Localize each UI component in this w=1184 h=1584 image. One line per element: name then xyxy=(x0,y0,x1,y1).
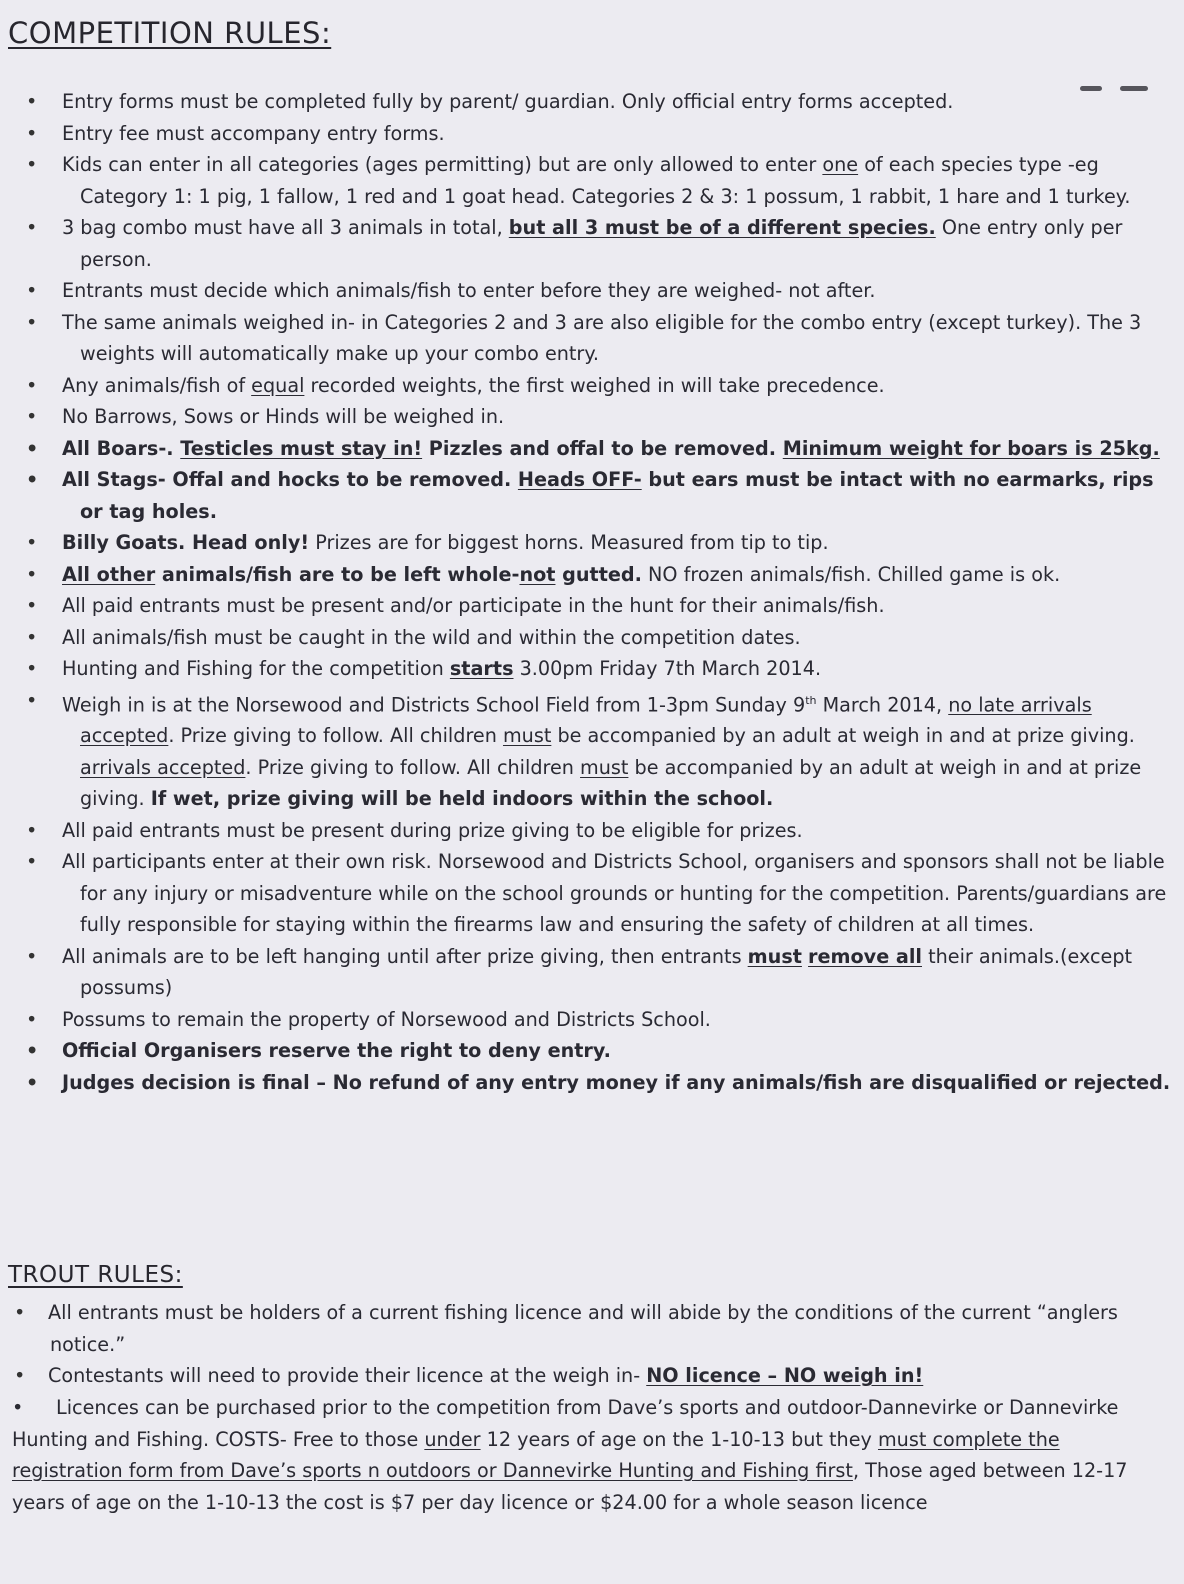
rule-text: be accompanied by an adult at weigh in and at prize giving. xyxy=(80,755,1142,811)
rule-text: be accompanied by an adult at weigh in and at prize giving. xyxy=(551,724,1135,748)
rule-item xyxy=(0,118,1184,150)
rule-text: Entrants must decide which animals/fish to enter before they are weighed- not after. xyxy=(62,279,876,302)
rule-item xyxy=(0,212,1184,275)
competition-rules-list xyxy=(0,86,1184,1098)
trout-rules-list xyxy=(0,1297,1184,1392)
rule-item xyxy=(0,401,1184,433)
rule-text: Entry fee must accompany entry forms. xyxy=(62,121,445,145)
rule-emphasis: Billy Goats. Head only! xyxy=(62,531,310,554)
rule-item xyxy=(0,685,1184,815)
rule-emphasis: Testicles must stay in! xyxy=(180,436,423,460)
rule-emphasis: starts xyxy=(449,657,514,680)
rule-item xyxy=(0,433,1184,465)
rule-text: March 2014, xyxy=(816,692,949,716)
rule-text: . Prize giving to follow. All children xyxy=(245,755,581,779)
rule-item xyxy=(0,653,1184,685)
rule-item xyxy=(0,86,1184,118)
rule-item xyxy=(0,1360,1184,1392)
rule-item xyxy=(0,590,1184,622)
rule-text: The same animals weighed in- in Categories 2 and 3 are also eligible for the combo entry (except turkey). The 3 weights will automatically make up your combo entry. xyxy=(62,310,1142,365)
rule-item xyxy=(0,307,1184,370)
rule-text: Weigh in is at the Norsewood and Districts School Field from 1-3pm Sunday 9 xyxy=(62,692,806,716)
rule-text: Entry forms must be completed fully by parent/ guardian. Only official entry forms accepted. xyxy=(62,90,954,113)
rule-text: , Those aged between 12-17 years of age on the 1-10-13 the cost is $7 per day licence or $24.00 for a whole season licence xyxy=(12,1459,1128,1514)
rule-text: recorded weights, the first weighed in will take precedence. xyxy=(304,373,885,397)
rule-item xyxy=(0,559,1184,591)
rule-item xyxy=(0,1067,1184,1099)
rule-item xyxy=(0,1004,1184,1036)
rule-item xyxy=(0,464,1184,527)
rule-emphasis: If wet, prize giving will be held indoors within the school. xyxy=(150,787,774,811)
rule-emphasis: equal xyxy=(251,373,305,397)
rule-text: . Prize giving to follow. All children xyxy=(168,724,503,748)
rule-text: Licences can be purchased prior to the competition from Dave’s sports and outdoor-Dannevirke or Dannevirke Hunting and Fishing. COSTS- Free to those xyxy=(12,1396,1119,1451)
rule-item xyxy=(0,275,1184,307)
rule-text: All Boars-. xyxy=(62,436,181,460)
rule-superscript: th xyxy=(805,693,817,707)
rule-text: but ears must be intact with no earmarks, rips or tag holes. xyxy=(80,468,1154,523)
rule-emphasis: NO licence – NO weigh in! xyxy=(646,1364,924,1387)
rule-item xyxy=(0,815,1184,847)
rule-item xyxy=(0,846,1184,941)
rule-item xyxy=(0,1035,1184,1067)
rule-text: All paid entrants must be present and/or participate in the hunt for their animals/fish. xyxy=(62,594,885,617)
rule-emphasis: animals/fish are to be left whole- xyxy=(155,562,520,586)
rule-text: Pizzles and offal to be removed. xyxy=(422,436,783,460)
rule-text: All animals are to be left hanging until after prize giving, then entrants xyxy=(62,944,748,968)
rule-text: Judges decision is final – No refund of any entry money if any animals/fish are disqualified or rejected. xyxy=(62,1070,1171,1094)
rule-emphasis: but all 3 must be of a different species. xyxy=(508,216,936,239)
rule-emphasis: All other xyxy=(62,562,156,586)
rule-emphasis: arrivals accepted xyxy=(80,755,246,779)
rule-item xyxy=(0,527,1184,559)
competition-rules-heading: COMPETITION RULES: xyxy=(8,16,332,50)
rule-text: their animals.(except possums) xyxy=(80,944,1133,1000)
rule-emphasis: must xyxy=(502,724,552,748)
rule-emphasis: no late arrivals accepted xyxy=(80,692,1092,748)
rule-emphasis: gutted. xyxy=(555,562,642,586)
rule-emphasis: one xyxy=(822,153,859,176)
rule-text: One entry only per person. xyxy=(80,216,1123,271)
rule-text: No Barrows, Sows or Hinds will be weighed in. xyxy=(62,405,505,428)
rule-text: 3.00pm Friday 7th March 2014. xyxy=(513,657,822,680)
rule-item xyxy=(0,1297,1184,1360)
rule-text: 12 years of age on the 1-10-13 but they xyxy=(480,1427,878,1451)
licence-paragraph xyxy=(12,1392,1172,1518)
rule-emphasis: must xyxy=(580,755,629,779)
rule-emphasis: not xyxy=(519,562,556,586)
rule-text: All animals/fish must be caught in the wild and within the competition dates. xyxy=(62,625,801,649)
rule-text: Any animals/fish of xyxy=(62,373,252,397)
rule-emphasis: remove all xyxy=(808,944,922,968)
rule-emphasis: must complete the registration form from Dave’s sports n outdoors or Dannevirke Hunting and Fishing first xyxy=(12,1427,1060,1482)
rule-text: Official Organisers reserve the right to deny entry. xyxy=(62,1039,611,1063)
rule-text: NO frozen animals/fish. Chilled game is ok. xyxy=(641,562,1061,586)
rule-item xyxy=(0,941,1184,1004)
trout-rules-heading: TROUT RULES: xyxy=(8,1262,183,1288)
rule-item xyxy=(0,370,1184,402)
rule-text: All participants enter at their own risk. Norsewood and Districts School, organisers and sponsors shall not be liable for any injury or misadventure while on the school grounds or hunting for the competition. Parents/guardians are fully responsible for staying within the firearms law and ensuring the safety of children at all times. xyxy=(62,850,1167,937)
rule-emphasis: Minimum weight for boars is 25kg. xyxy=(782,436,1160,460)
rule-emphasis: under xyxy=(424,1427,481,1451)
rule-text: Prizes are for biggest horns. Measured from tip to tip. xyxy=(309,531,829,554)
rule-emphasis: Heads OFF- xyxy=(517,468,642,491)
rule-text: 3 bag combo must have all 3 animals in total, xyxy=(62,216,509,239)
bullet: • xyxy=(12,1396,24,1419)
rule-item xyxy=(0,622,1184,654)
rule-text: All paid entrants must be present during prize giving to be eligible for prizes. xyxy=(62,818,803,842)
rule-emphasis: must xyxy=(747,944,802,968)
rule-text: Hunting and Fishing for the competition xyxy=(62,657,450,680)
rule-text: Possums to remain the property of Norsewood and Districts School. xyxy=(62,1007,711,1031)
rule-text: Kids can enter in all categories (ages permitting) but are only allowed to enter xyxy=(62,153,823,176)
rule-text: All Stags- Offal and hocks to be removed. xyxy=(62,468,518,491)
rule-text: Contestants will need to provide their licence at the weigh in- xyxy=(48,1364,647,1387)
rule-item xyxy=(0,149,1184,212)
rule-text: of each species type -eg Category 1: 1 pig, 1 fallow, 1 red and 1 goat head. Categories 2 & 3: 1 possum, 1 rabbit, 1 hare and 1 turkey. xyxy=(80,153,1131,208)
rule-text: All entrants must be holders of a current fishing licence and will abide by the conditions of the current “anglers notice.” xyxy=(48,1301,1118,1356)
